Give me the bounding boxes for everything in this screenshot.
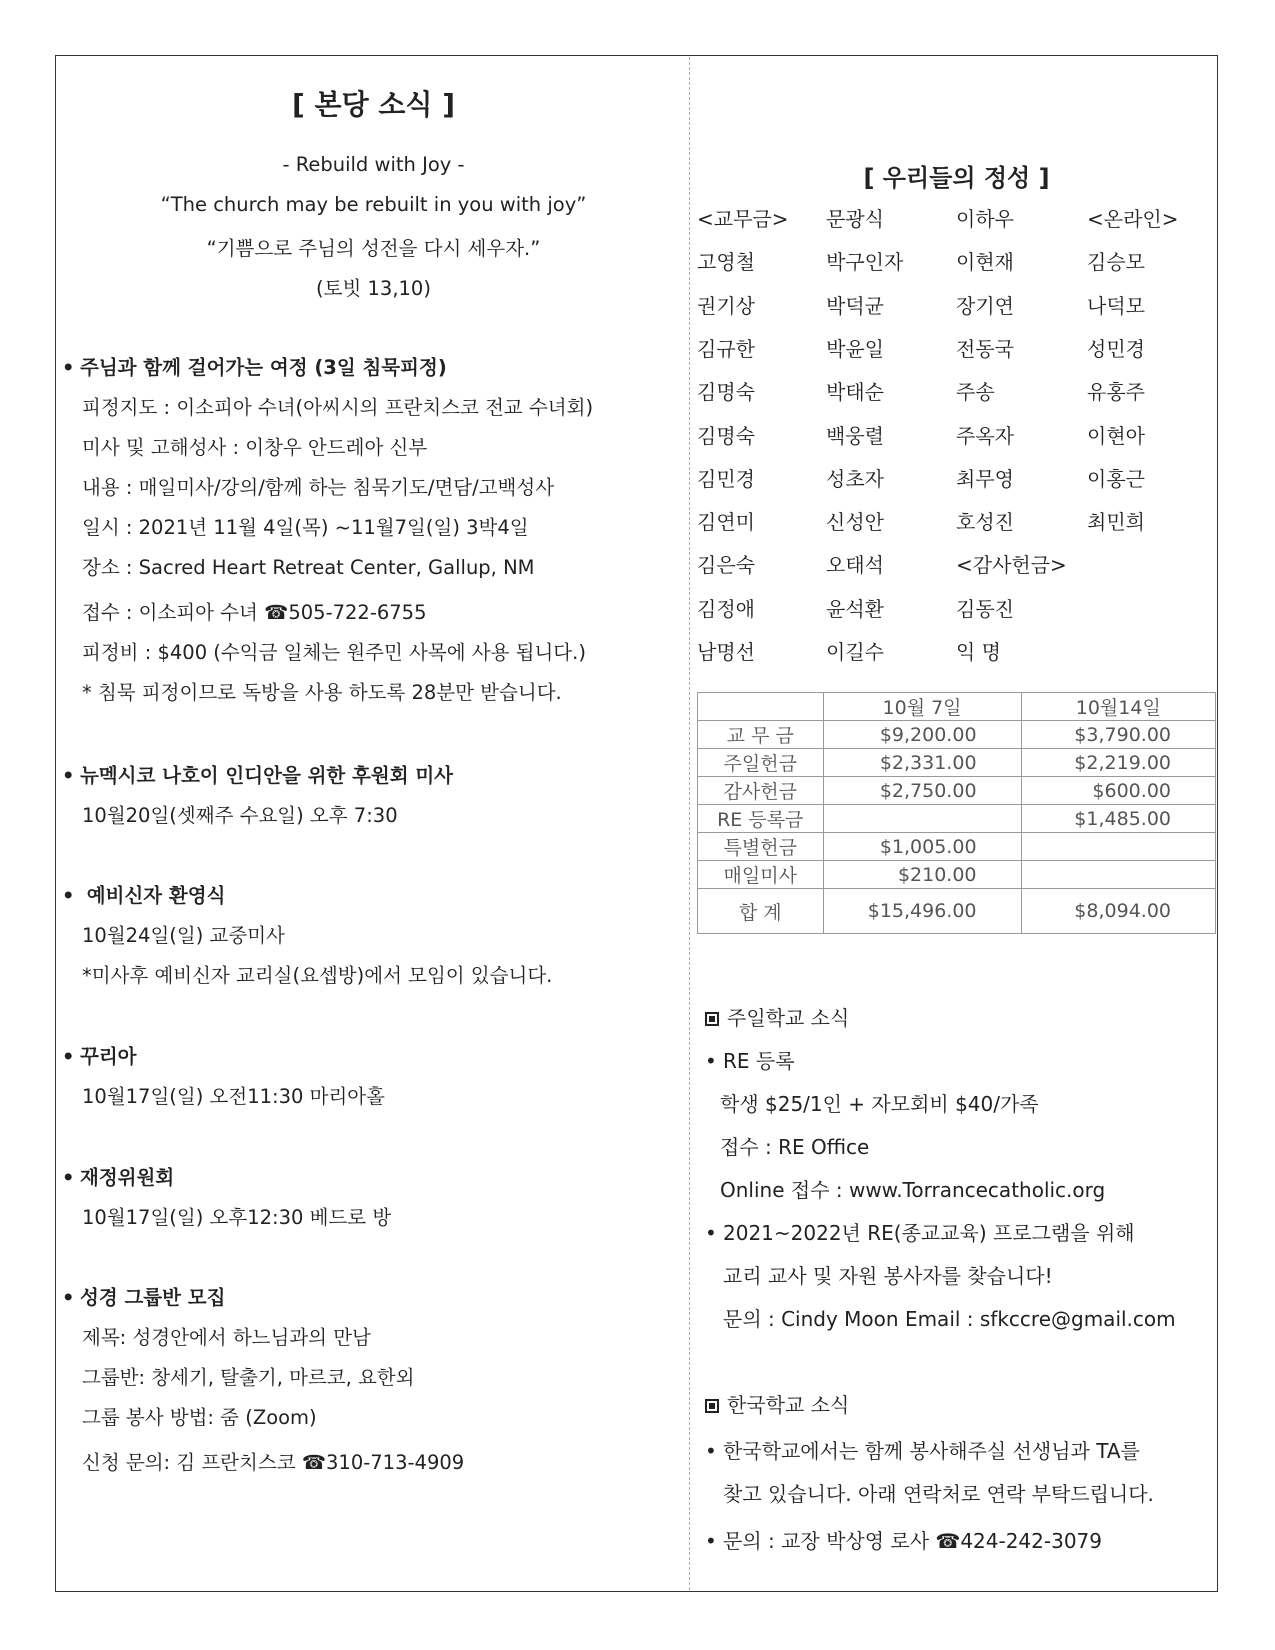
theme-line: “기쁨으로 주님의 성전을 다시 세우자.” <box>206 237 541 260</box>
page-title: [ 본당 소식 ] <box>291 88 456 121</box>
table-cell: $8,094.00 <box>1021 889 1215 934</box>
korean-school-contact <box>705 1525 1102 1554</box>
donor-name: 김민경 <box>697 466 755 491</box>
section-heading-text: 주님과 함께 걸어가는 여정 (3일 침묵피정) <box>80 356 447 379</box>
section-heading-text: 꾸리아 <box>80 1045 137 1068</box>
donor-name: 김동진 <box>956 596 1014 621</box>
sunday-school-heading <box>705 1002 849 1031</box>
table-header-cell <box>698 693 824 721</box>
re-volunteer-line: 교리 교사 및 자원 봉사자를 찾습니다! <box>723 1264 1053 1288</box>
table-cell: 주일헌금 <box>698 749 824 777</box>
donor-name: 김규한 <box>697 336 755 361</box>
donor-name: 익 명 <box>956 640 1001 664</box>
retreat-line: 접수 : 이소피아 수녀 ☎505-722-6755 <box>82 601 427 624</box>
bullet-icon: • <box>62 764 75 787</box>
re-registration-heading <box>705 1045 795 1074</box>
retreat-line: 내용 : 매일미사/강의/함께 하는 침묵기도/면담/고백성사 <box>82 476 555 499</box>
re-volunteer-text: 2021~2022년 RE(종교교육) 프로그램을 위해 <box>723 1221 1135 1245</box>
table-cell: $600.00 <box>1021 777 1215 805</box>
bible-line: 신청 문의: 김 프란치스코 ☎310-713-4909 <box>82 1451 465 1474</box>
donor-name: 김명숙 <box>697 423 755 448</box>
table-cell: 합 계 <box>698 889 824 934</box>
retreat-line: 장소 : Sacred Heart Retreat Center, Gallup, NM <box>82 556 535 579</box>
section-heading-mass <box>62 760 453 788</box>
retreat-line: 피정비 : $400 (수익금 일체는 원주민 사목에 사용 됩니다.) <box>82 641 586 664</box>
table-header-cell: 10월14일 <box>1021 693 1215 721</box>
retreat-line: 일시 : 2021년 11월 4일(목) ~11월7일(일) 3박4일 <box>82 516 529 539</box>
section-heading-text: 성경 그룹반 모집 <box>80 1286 226 1309</box>
donor-name: 최무영 <box>956 466 1014 491</box>
table-cell: 교 무 금 <box>698 721 824 749</box>
table-header-cell: 10월 7일 <box>823 693 1021 721</box>
retreat-line: 피정지도 : 이소피아 수녀(아씨시의 프란치스코 전교 수녀회) <box>82 396 594 419</box>
korean-school-contact-text: 문의 : 교장 박상영 로사 ☎424-242-3079 <box>723 1529 1102 1553</box>
table-row <box>698 833 1216 861</box>
donor-name: 김명숙 <box>697 380 755 405</box>
table-cell: $9,200.00 <box>823 721 1021 749</box>
donor-name: 문광식 <box>826 207 884 231</box>
square-bullet-icon <box>705 1399 719 1413</box>
korean-school-line: 찾고 있습니다. 아래 연락처로 연락 부탁드립니다. <box>723 1482 1154 1506</box>
table-cell: $2,331.00 <box>823 749 1021 777</box>
welcome-line: 10월24일(일) 교중미사 <box>82 924 285 947</box>
donor-name: 이길수 <box>826 640 884 664</box>
table-row <box>698 777 1216 805</box>
donor-name: 박윤일 <box>826 336 884 361</box>
table-cell: $15,496.00 <box>823 889 1021 934</box>
donor-name: 나덕모 <box>1087 293 1145 318</box>
bullet-icon: • <box>62 884 75 907</box>
table-row <box>698 805 1216 833</box>
retreat-line: 미사 및 고해성사 : 이창우 안드레아 신부 <box>82 436 428 459</box>
donor-name: 남명선 <box>697 640 755 664</box>
section-heading-retreat <box>62 352 447 380</box>
re-line: Online 접수 : www.Torrancecatholic.org <box>720 1178 1106 1202</box>
table-cell: $210.00 <box>823 861 1021 889</box>
theme-line: “The church may be rebuilt in you with joy” <box>160 193 587 216</box>
table-header-row <box>698 693 1216 721</box>
table-cell: $2,219.00 <box>1021 749 1215 777</box>
donor-name: 이홍근 <box>1087 466 1145 491</box>
re-heading-text: RE 등록 <box>723 1049 795 1073</box>
donor-name: 이하우 <box>956 207 1014 231</box>
donor-name: 성초자 <box>826 466 884 491</box>
offering-table <box>697 692 1216 934</box>
section-heading-text: 뉴멕시코 나호이 인디안을 위한 후원회 미사 <box>80 764 454 787</box>
section-heading-text: 재정위원회 <box>80 1166 175 1189</box>
donor-name: 주송 <box>956 380 995 405</box>
donor-name: 성민경 <box>1087 336 1145 361</box>
donor-name: 주옥자 <box>956 423 1014 448</box>
donor-name: 이현아 <box>1087 423 1145 448</box>
donor-name: 호성진 <box>956 510 1014 535</box>
korean-school-title: 한국학교 소식 <box>727 1393 850 1417</box>
theme-line: (토빗 13,10) <box>316 277 431 300</box>
table-row <box>698 721 1216 749</box>
finance-line: 10월17일(일) 오후12:30 베드로 방 <box>82 1206 392 1229</box>
table-cell: RE 등록금 <box>698 805 824 833</box>
donor-name: 김연미 <box>697 510 755 535</box>
mass-line: 10월20일(셋째주 수요일) 오후 7:30 <box>82 804 398 827</box>
table-total-row <box>698 889 1216 934</box>
bullet-icon: • <box>62 1286 75 1309</box>
re-contact-line: 문의 : Cindy Moon Email : sfkccre@gmail.com <box>723 1307 1176 1331</box>
sunday-school-title: 주일학교 소식 <box>727 1006 850 1030</box>
donor-name: 김승모 <box>1087 250 1145 275</box>
bullet-icon: • <box>705 1439 717 1463</box>
donor-name: 윤석환 <box>826 596 884 621</box>
donor-name: <감사헌금> <box>956 553 1067 578</box>
bullet-icon: • <box>705 1049 717 1073</box>
donor-name: 백웅렬 <box>826 423 884 448</box>
donor-name: 오태석 <box>826 553 884 578</box>
donor-name: 권기상 <box>697 293 755 318</box>
donor-name: 박덕균 <box>826 293 884 318</box>
donor-name: 신성안 <box>826 510 884 535</box>
welcome-line: *미사후 예비신자 교리실(요셉방)에서 모임이 있습니다. <box>82 964 553 987</box>
column-divider <box>689 57 690 1590</box>
table-cell: $3,790.00 <box>1021 721 1215 749</box>
bible-line: 그룹반: 창세기, 탈출기, 마르코, 요한외 <box>82 1366 415 1389</box>
table-row <box>698 749 1216 777</box>
section-heading-bible <box>62 1282 225 1310</box>
donor-name: 박구인자 <box>826 250 904 275</box>
theme-line: - Rebuild with Joy - <box>282 153 465 176</box>
retreat-line: * 침묵 피정이므로 독방을 사용 하도록 28분만 받습니다. <box>82 681 562 704</box>
section-heading-curia <box>62 1041 137 1069</box>
table-cell: $1,005.00 <box>823 833 1021 861</box>
table-cell <box>823 805 1021 833</box>
korean-school-text: 한국학교에서는 함께 봉사해주실 선생님과 TA를 <box>723 1439 1140 1463</box>
table-cell: 매일미사 <box>698 861 824 889</box>
donor-name: 고영철 <box>697 250 755 275</box>
bullet-icon: • <box>705 1221 717 1245</box>
bullet-icon: • <box>62 1045 75 1068</box>
table-cell <box>1021 833 1215 861</box>
bible-line: 제목: 성경안에서 하느님과의 만남 <box>82 1326 371 1349</box>
square-bullet-icon <box>705 1012 719 1026</box>
donor-title: [ 우리들의 정성 ] <box>863 164 1050 192</box>
donor-name: 박태순 <box>826 380 884 405</box>
bullet-icon: • <box>62 1166 75 1189</box>
section-heading-finance <box>62 1162 174 1190</box>
donor-name: 전동국 <box>956 336 1014 361</box>
re-line: 학생 $25/1인 + 자모회비 $40/가족 <box>720 1092 1039 1116</box>
table-cell <box>1021 861 1215 889</box>
curia-line: 10월17일(일) 오전11:30 마리아홀 <box>82 1085 385 1108</box>
table-cell: 특별헌금 <box>698 833 824 861</box>
donor-name: 유홍주 <box>1087 380 1145 405</box>
re-line: 접수 : RE Office <box>720 1135 870 1159</box>
section-heading-welcome <box>62 880 225 908</box>
korean-school-line <box>705 1435 1140 1464</box>
donor-name: 김정애 <box>697 596 755 621</box>
donor-name: <온라인> <box>1087 207 1179 231</box>
donor-name: <교무금> <box>697 207 789 231</box>
re-volunteer-line <box>705 1217 1135 1246</box>
donor-name: 김은숙 <box>697 553 755 578</box>
table-cell: $2,750.00 <box>823 777 1021 805</box>
table-row <box>698 861 1216 889</box>
bible-line: 그룹 봉사 방법: 줌 (Zoom) <box>82 1406 317 1429</box>
section-heading-text: 예비신자 환영식 <box>80 884 226 907</box>
table-cell: 감사헌금 <box>698 777 824 805</box>
table-cell: $1,485.00 <box>1021 805 1215 833</box>
bullet-icon: • <box>705 1529 717 1553</box>
korean-school-heading <box>705 1389 849 1418</box>
bullet-icon: • <box>62 356 75 379</box>
donor-name: 장기연 <box>956 293 1014 318</box>
donor-name: 이현재 <box>956 250 1014 275</box>
donor-name: 최민희 <box>1087 510 1145 535</box>
